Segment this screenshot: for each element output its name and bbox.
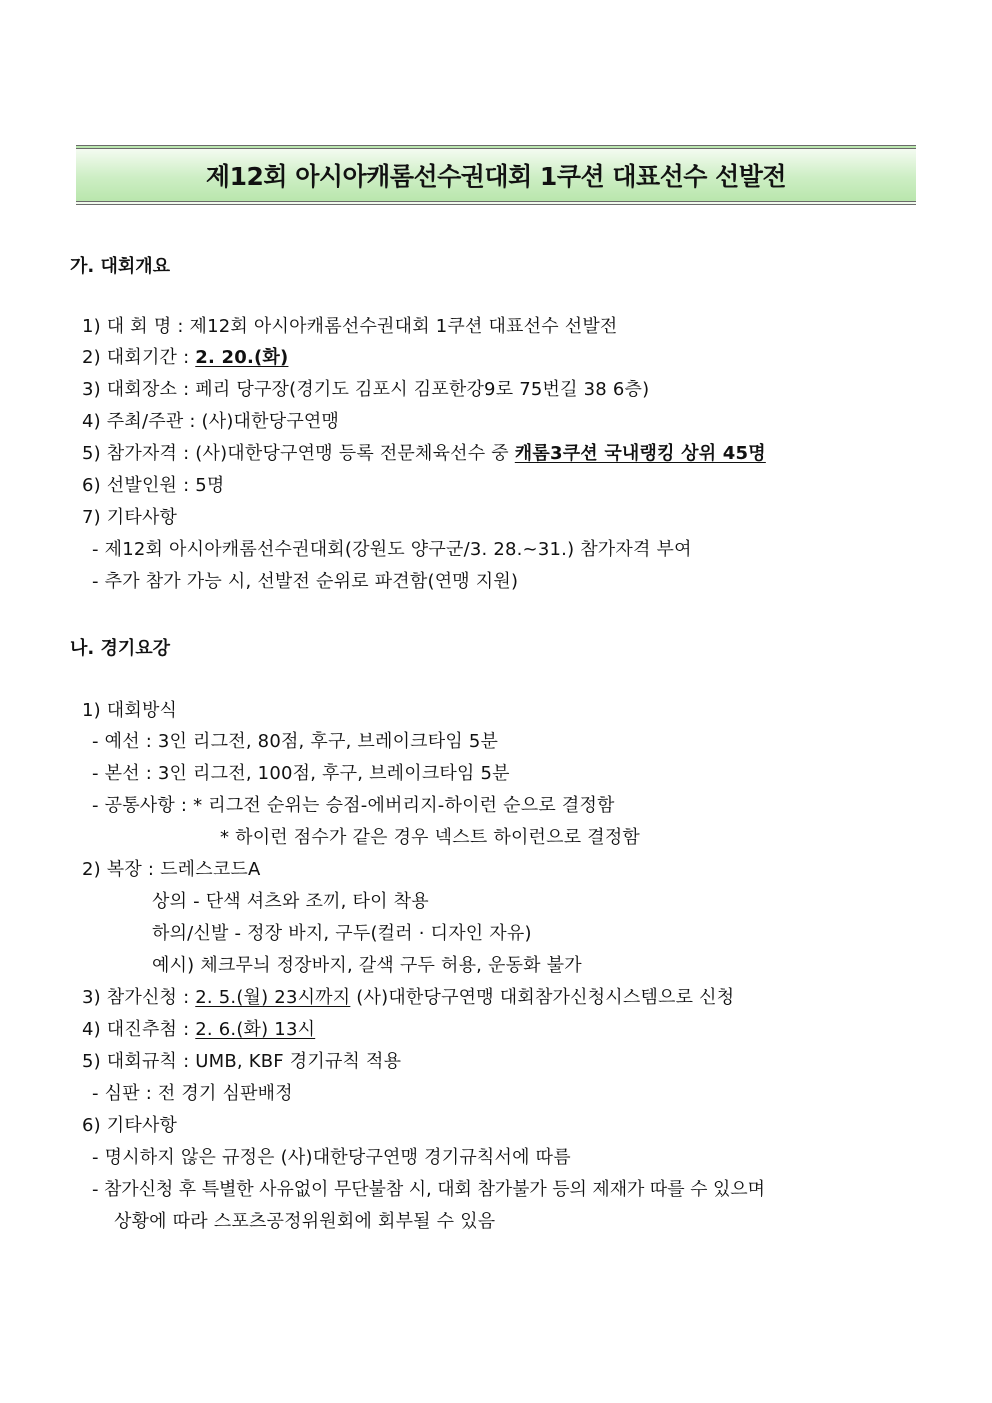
rules-format-common: - 공통사항 : * 리그전 순위는 승점-에버리지-하이런 순으로 결정함	[92, 795, 615, 816]
overview-eligibility	[82, 443, 766, 465]
overview-selection-count: 6) 선발인원 : 5명	[82, 475, 225, 496]
registration-method: (사)대한당구연맹 대회참가신청시스템으로 신청	[350, 987, 735, 1008]
document-title: 제12회 아시아캐롬선수권대회 1쿠션 대표선수 선발전	[205, 162, 787, 191]
rules-registration	[82, 987, 734, 1009]
overview-other: 7) 기타사항	[82, 507, 178, 528]
section-heading-rules: 나. 경기요강	[70, 638, 171, 659]
rules-format-main: - 본선 : 3인 리그전, 100점, 후구, 브레이크타임 5분	[92, 763, 510, 784]
overview-other-item-1: - 제12회 아시아캐롬선수권대회(강원도 양구군/3. 28.~31.) 참가자격 부여	[92, 539, 692, 560]
overview-organizer: 4) 주최/주관 : (사)대한당구연맹	[82, 411, 340, 432]
overview-other-item-2: - 추가 참가 가능 시, 선발전 순위로 파견함(연맹 지원)	[92, 571, 519, 592]
event-period-value: 2. 20.(화)	[195, 347, 289, 368]
rules-other-item-2: - 참가신청 후 특별한 사유없이 무단불참 시, 대회 참가불가 등의 제재가 따를 수 있으며	[92, 1179, 765, 1200]
rules-regulations: 5) 대회규칙 : UMB, KBF 경기규칙 적용	[82, 1051, 402, 1072]
overview-event-name: 1) 대 회 명 : 제12회 아시아캐롬선수권대회 1쿠션 대표선수 선발전	[82, 316, 618, 337]
rules-dress-bottom: 하의/신발 - 정장 바지, 구두(컬러 · 디자인 자유)	[152, 923, 532, 944]
overview-event-period	[82, 347, 288, 369]
rules-other-item-2-cont: 상황에 따라 스포츠공정위원회에 회부될 수 있음	[114, 1211, 496, 1232]
rules-format: 1) 대회방식	[82, 700, 178, 721]
rules-format-common-2: * 하이런 점수가 같은 경우 넥스트 하이런으로 결정함	[220, 827, 640, 848]
rules-other-item-1: - 명시하지 않은 규정은 (사)대한당구연맹 경기규칙서에 따름	[92, 1147, 571, 1168]
registration-label: 3) 참가신청 :	[82, 987, 196, 1008]
title-banner	[76, 145, 916, 205]
rules-format-prelim: - 예선 : 3인 리그전, 80점, 후구, 브레이크타임 5분	[92, 731, 499, 752]
event-period-label: 2) 대회기간 :	[82, 347, 196, 368]
registration-deadline: 2. 5.(월) 23시까지	[195, 987, 351, 1008]
rules-dress-example: 예시) 체크무늬 정장바지, 갈색 구두 허용, 운동화 불가	[152, 955, 582, 976]
rules-dress: 2) 복장 : 드레스코드A	[82, 859, 261, 880]
eligibility-value: 캐롬3쿠션 국내랭킹 상위 45명	[514, 443, 766, 464]
rules-other: 6) 기타사항	[82, 1115, 178, 1136]
rules-draw	[82, 1019, 315, 1041]
section-heading-overview: 가. 대회개요	[70, 256, 171, 277]
eligibility-label: 5) 참가자격 : (사)대한당구연맹 등록 전문체육선수 중	[82, 443, 515, 464]
overview-event-venue: 3) 대회장소 : 페리 당구장(경기도 김포시 김포한강9로 75번길 38 6층)	[82, 379, 650, 400]
draw-label: 4) 대진추첨 :	[82, 1019, 196, 1040]
rules-dress-top: 상의 - 단색 셔츠와 조끼, 타이 착용	[152, 891, 429, 912]
rules-referee: - 심판 : 전 경기 심판배정	[92, 1083, 293, 1104]
draw-datetime: 2. 6.(화) 13시	[195, 1019, 316, 1040]
